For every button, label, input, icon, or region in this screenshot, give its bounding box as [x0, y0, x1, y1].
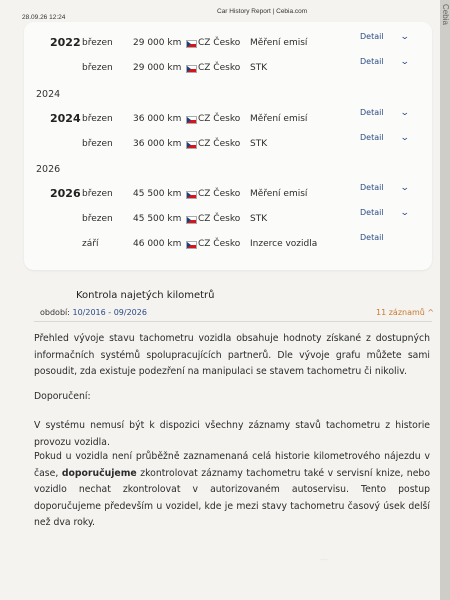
advice-paragraph: [34, 449, 430, 532]
row-year: 2022: [50, 36, 81, 49]
row-country: CZ Česko: [198, 38, 241, 48]
record-row: [0, 233, 440, 253]
row-month: březen: [82, 189, 113, 199]
detail-link[interactable]: Detail: [360, 133, 384, 142]
period-label: období:: [40, 308, 70, 317]
records-toggle[interactable]: [376, 308, 434, 317]
row-country: CZ Česko: [198, 239, 241, 249]
row-country: CZ Česko: [198, 189, 241, 199]
recommendation-paragraph: V systému nemusí být k dispozici všechny záznamy stavů tachometru z historie provozu vozidla.: [34, 420, 430, 448]
row-mileage: 29 000 km: [133, 63, 182, 73]
advice-text-1: Pokud u vozidla není průběžně zaznamenaná celá historie kilometrového nájezdu v čase,: [34, 451, 430, 479]
record-row: [0, 32, 440, 52]
row-month: březen: [82, 214, 113, 224]
row-type: Měření emisí: [250, 38, 308, 48]
record-row: [0, 57, 440, 77]
detail-link[interactable]: Detail: [360, 208, 384, 217]
period-info: [40, 308, 147, 317]
chevron-down-icon[interactable]: ⌄: [399, 183, 410, 193]
row-month: březen: [82, 139, 113, 149]
row-mileage: 45 500 km: [133, 214, 182, 224]
row-type: Měření emisí: [250, 114, 308, 124]
side-strip: [440, 0, 450, 600]
print-date: 28.09.26 12:24: [22, 14, 66, 21]
chevron-down-icon[interactable]: ⌄: [399, 133, 410, 143]
intro-paragraph: Přehled vývoje stavu tachometru vozidla obsahuje hodnoty získané z dostupných informačních systémů spolupracujících partnerů. Dle vývoje grafu můžete sami posoudit, zda existuje podezření na manipulaci se stavem tachometru či nikoliv.: [34, 333, 430, 377]
row-mileage: 45 500 km: [133, 189, 182, 199]
record-row: [0, 133, 440, 153]
chevron-down-icon[interactable]: ⌄: [399, 57, 410, 67]
record-row: [0, 183, 440, 203]
year-group-label: 2026: [36, 164, 61, 175]
section-title: Kontrola najetých kilometrů: [76, 290, 215, 301]
bleed-through: —: [320, 555, 328, 564]
row-mileage: 36 000 km: [133, 114, 182, 124]
advice-bold: doporučujeme: [61, 467, 137, 479]
row-type: Inzerce vozidla: [250, 239, 318, 249]
row-month: březen: [82, 114, 113, 124]
detail-link[interactable]: Detail: [360, 233, 384, 242]
detail-link[interactable]: Detail: [360, 57, 384, 66]
row-mileage: 46 000 km: [133, 239, 182, 249]
row-mileage: 36 000 km: [133, 139, 182, 149]
row-month: září: [82, 239, 99, 249]
chevron-up-icon: ^: [427, 308, 435, 317]
advice-text-2: zkontrolovat záznamy tachometru také v servisní knize, nebo vozidlo nechat zkontrolovat v autorizovaném autoservisu. Tento postup doporučujeme především u vozidel, kde je mezi stavy tachometru časový úsek delší než dva roky.: [34, 467, 431, 528]
record-row: [0, 208, 440, 228]
records-count: 11 záznamů: [376, 308, 425, 317]
row-country: CZ Česko: [198, 214, 241, 224]
row-country: CZ Česko: [198, 139, 241, 149]
detail-link[interactable]: Detail: [360, 108, 384, 117]
divider: [34, 321, 432, 322]
row-type: Měření emisí: [250, 189, 308, 199]
row-type: STK: [250, 214, 268, 224]
record-row: [0, 108, 440, 128]
recommendation-heading: Doporučení:: [34, 391, 91, 402]
detail-link[interactable]: Detail: [360, 183, 384, 192]
czech-flag-icon: [186, 216, 197, 224]
chevron-down-icon[interactable]: ⌄: [399, 32, 410, 42]
chevron-down-icon[interactable]: ⌄: [399, 108, 410, 118]
period-value: 10/2016 - 09/2026: [72, 308, 147, 317]
year-group-label: 2024: [36, 89, 61, 100]
row-type: STK: [250, 139, 268, 149]
row-month: březen: [82, 63, 113, 73]
row-mileage: 29 000 km: [133, 38, 182, 48]
row-type: STK: [250, 63, 268, 73]
print-title: Car History Report | Cebia.com: [217, 8, 308, 15]
side-strip-text: Cebia: [441, 4, 450, 25]
czech-flag-icon: [186, 241, 197, 249]
chevron-down-icon[interactable]: ⌄: [399, 208, 410, 218]
czech-flag-icon: [186, 40, 197, 48]
czech-flag-icon: [186, 116, 197, 124]
czech-flag-icon: [186, 65, 197, 73]
detail-link[interactable]: Detail: [360, 32, 384, 41]
row-country: CZ Česko: [198, 114, 241, 124]
czech-flag-icon: [186, 141, 197, 149]
czech-flag-icon: [186, 191, 197, 199]
row-month: březen: [82, 38, 113, 48]
row-year: 2026: [50, 187, 81, 200]
row-year: 2024: [50, 112, 81, 125]
row-country: CZ Česko: [198, 63, 241, 73]
